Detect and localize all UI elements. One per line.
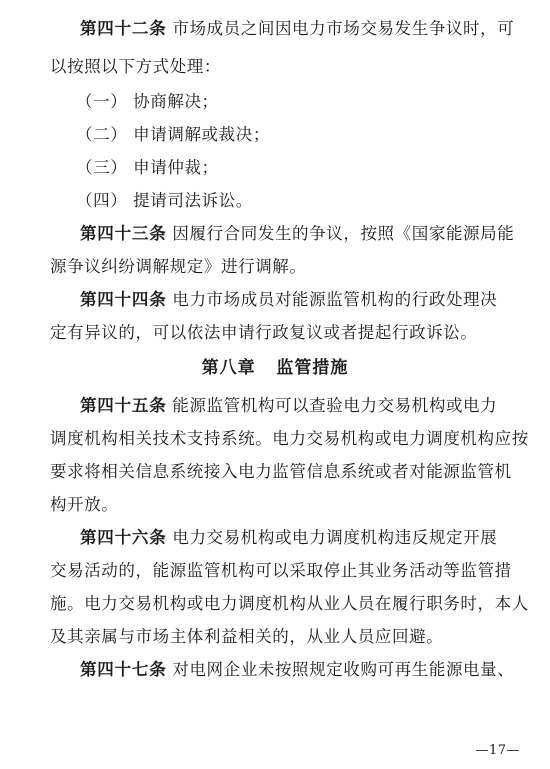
article-44-line-1 [0, 289, 550, 311]
article-45-line-2 [0, 428, 550, 450]
list-item-text: （三） 申请仲裁； [76, 158, 219, 177]
article-number: 第四十六条 [80, 528, 167, 547]
article-45-line-4 [0, 494, 550, 516]
article-46-line-1 [0, 527, 550, 549]
article-text: 构开放。 [50, 495, 119, 514]
article-number: 第四十七条 [80, 660, 167, 679]
article-text: 定有异议的，可以依法申请行政复议或者提起行政诉讼。 [50, 323, 478, 342]
list-item-text: （二） 申请调解或裁决； [76, 125, 270, 144]
article-43-line-1 [0, 223, 550, 245]
article-44-line-2 [0, 322, 550, 344]
article-text: 以按照以下方式处理： [50, 57, 221, 76]
article-text: 及其亲属与市场主体利益相关的，从业人员应回避。 [50, 627, 444, 646]
article-number: 第四十二条 [80, 19, 167, 38]
article-45-line-1 [0, 395, 550, 417]
article-number: 第四十三条 [80, 224, 167, 243]
article-text: 交易活动的，能源监管机构可以采取停止其业务活动等监管措 [50, 561, 512, 580]
article-number: 第四十五条 [80, 396, 167, 415]
list-item-1 [0, 91, 550, 113]
article-47-line-1 [0, 659, 550, 681]
article-42-line-1 [0, 18, 550, 40]
article-45-line-3 [0, 461, 550, 483]
article-number: 第四十四条 [80, 290, 167, 309]
list-item-2 [0, 124, 550, 146]
article-text: 调度机构相关技术支持系统。电力交易机构或电力调度机构应按 [50, 429, 529, 448]
article-42-line-2 [0, 56, 550, 78]
article-46-line-4 [0, 626, 550, 648]
list-item-3 [0, 157, 550, 179]
article-46-line-2 [0, 560, 550, 582]
article-text: 要求将相关信息系统接入电力监管信息系统或者对能源监管机 [50, 462, 512, 481]
list-item-text: （一） 协商解决； [76, 92, 219, 111]
article-text: 因履行合同发生的争议，按照《国家能源局能 [166, 224, 515, 243]
article-text: 电力市场成员对能源监管机构的行政处理决 [166, 290, 498, 309]
article-43-line-2 [0, 256, 550, 278]
chapter-heading: 第八章 监管措施 [201, 358, 349, 378]
page-number: —17— [475, 743, 520, 758]
article-text: 能源监管机构可以查验电力交易机构或电力 [166, 396, 498, 415]
article-text: 源争议纠纷调解规定》进行调解。 [50, 257, 307, 276]
article-text: 市场成员之间因电力市场交易发生争议时，可 [166, 19, 515, 38]
article-text: 电力交易机构或电力调度机构违反规定开展 [166, 528, 498, 547]
article-46-line-3 [0, 593, 550, 615]
article-text: 对电网企业未按照规定收购可再生能源电量、 [166, 660, 515, 679]
list-item-text: （四） 提请司法诉讼。 [76, 191, 253, 210]
list-item-4 [0, 190, 550, 212]
article-text: 施。电力交易机构或电力调度机构从业人员在履行职务时，本人 [50, 594, 529, 613]
